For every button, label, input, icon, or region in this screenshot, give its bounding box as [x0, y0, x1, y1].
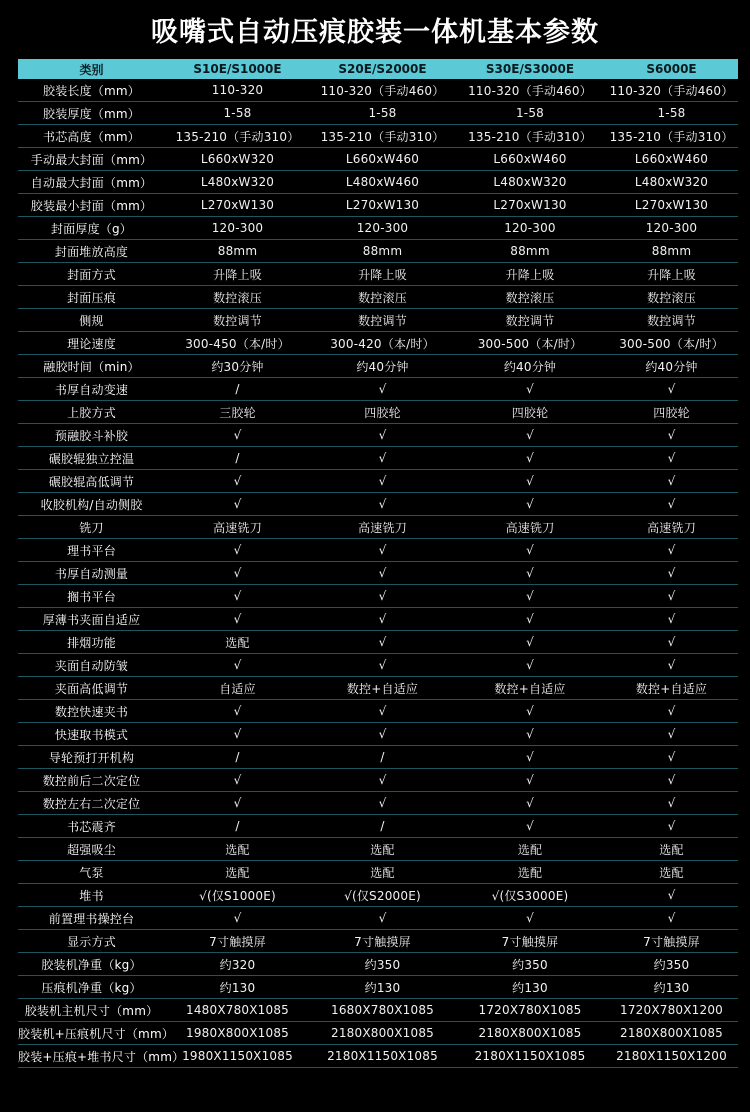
table-cell: √ — [455, 378, 605, 401]
table-cell: L480xW320 — [165, 171, 310, 194]
table-row — [18, 907, 738, 930]
row-label: 书厚自动变速 — [18, 378, 165, 401]
table-cell: 选配 — [165, 631, 310, 654]
table-cell: √(仅S3000E) — [455, 884, 605, 907]
row-label: 显示方式 — [18, 930, 165, 953]
table-cell: √ — [455, 654, 605, 677]
table-cell: L480xW320 — [455, 171, 605, 194]
table-cell: √ — [605, 654, 738, 677]
table-cell: 升降上吸 — [165, 263, 310, 286]
row-label: 理论速度 — [18, 332, 165, 355]
table-cell: 高速铣刀 — [310, 516, 455, 539]
table-cell: 选配 — [165, 861, 310, 884]
table-cell: L660xW460 — [605, 148, 738, 171]
table-cell: √ — [605, 585, 738, 608]
table-row — [18, 562, 738, 585]
table-row — [18, 999, 738, 1022]
table-cell: √ — [455, 769, 605, 792]
table-cell: √ — [455, 723, 605, 746]
table-cell: √ — [165, 723, 310, 746]
table-body — [18, 79, 738, 1068]
table-cell: 高速铣刀 — [455, 516, 605, 539]
table-cell: 88mm — [310, 240, 455, 263]
table-cell: 选配 — [165, 838, 310, 861]
header-row — [18, 59, 738, 79]
table-cell: 300-500（本/时） — [455, 332, 605, 355]
column-header-s30e: S30E/S3000E — [455, 59, 605, 79]
table-row — [18, 286, 738, 309]
table-cell: √ — [605, 815, 738, 838]
table-cell: 2180X1150X1200 — [605, 1045, 738, 1068]
table-cell: 约40分钟 — [310, 355, 455, 378]
table-row — [18, 355, 738, 378]
table-cell: 88mm — [455, 240, 605, 263]
table-cell: 2180X800X1085 — [605, 1022, 738, 1045]
table-cell: √ — [310, 493, 455, 516]
table-row — [18, 861, 738, 884]
table-cell: 120-300 — [455, 217, 605, 240]
table-cell: 选配 — [310, 861, 455, 884]
row-label: 自动最大封面（mm） — [18, 171, 165, 194]
table-cell: 110-320（手动460） — [310, 79, 455, 102]
table-row — [18, 516, 738, 539]
table-cell: 数控+自适应 — [605, 677, 738, 700]
table-cell: √ — [165, 907, 310, 930]
table-cell: 7寸触摸屏 — [165, 930, 310, 953]
table-row — [18, 378, 738, 401]
row-label: 上胶方式 — [18, 401, 165, 424]
table-cell: √ — [455, 585, 605, 608]
table-cell: 高速铣刀 — [165, 516, 310, 539]
table-cell: 约130 — [455, 976, 605, 999]
table-row — [18, 976, 738, 999]
table-cell: 135-210（手动310） — [455, 125, 605, 148]
table-row — [18, 102, 738, 125]
table-cell: √ — [310, 792, 455, 815]
row-label: 碾胶辊高低调节 — [18, 470, 165, 493]
table-cell: 110-320（手动460） — [455, 79, 605, 102]
table-row — [18, 700, 738, 723]
table-row — [18, 148, 738, 171]
table-row — [18, 953, 738, 976]
table-cell: √ — [310, 608, 455, 631]
table-cell: √ — [310, 424, 455, 447]
table-cell: √ — [455, 746, 605, 769]
column-header-s6000e: S6000E — [605, 59, 738, 79]
table-cell: √(仅S2000E) — [310, 884, 455, 907]
table-row — [18, 677, 738, 700]
table-cell: 升降上吸 — [605, 263, 738, 286]
table-row — [18, 930, 738, 953]
table-cell: L270xW130 — [455, 194, 605, 217]
table-cell: 数控调节 — [455, 309, 605, 332]
table-row — [18, 470, 738, 493]
row-label: 封面压痕 — [18, 286, 165, 309]
table-cell: 120-300 — [605, 217, 738, 240]
table-cell: √ — [605, 631, 738, 654]
table-row — [18, 585, 738, 608]
table-cell: 1720X780X1085 — [455, 999, 605, 1022]
row-label: 书芯高度（mm） — [18, 125, 165, 148]
table-cell: √ — [455, 424, 605, 447]
table-cell: 1-58 — [310, 102, 455, 125]
table-cell: 数控滚压 — [605, 286, 738, 309]
table-cell: 约130 — [605, 976, 738, 999]
table-cell: 7寸触摸屏 — [605, 930, 738, 953]
table-cell: √ — [310, 700, 455, 723]
table-cell: 约320 — [165, 953, 310, 976]
table-cell: √ — [310, 654, 455, 677]
row-label: 封面厚度（g） — [18, 217, 165, 240]
table-cell: 约350 — [455, 953, 605, 976]
table-cell: √ — [605, 562, 738, 585]
table-cell: L480xW320 — [605, 171, 738, 194]
row-label: 书芯震齐 — [18, 815, 165, 838]
table-row — [18, 240, 738, 263]
table-cell: L480xW460 — [310, 171, 455, 194]
row-label: 数控前后二次定位 — [18, 769, 165, 792]
row-label: 气泵 — [18, 861, 165, 884]
table-cell: √ — [310, 562, 455, 585]
table-cell: √ — [605, 608, 738, 631]
table-cell: 2180X800X1085 — [455, 1022, 605, 1045]
table-cell: 三胶轮 — [165, 401, 310, 424]
table-cell: √ — [605, 792, 738, 815]
table-cell: √ — [310, 723, 455, 746]
table-cell: √ — [310, 539, 455, 562]
table-cell: 数控调节 — [310, 309, 455, 332]
table-cell: √ — [455, 815, 605, 838]
table-cell: 300-420（本/时） — [310, 332, 455, 355]
table-row — [18, 79, 738, 102]
column-header-s20e: S20E/S2000E — [310, 59, 455, 79]
table-cell: √(仅S1000E) — [165, 884, 310, 907]
table-row — [18, 769, 738, 792]
table-row — [18, 654, 738, 677]
table-cell: 自适应 — [165, 677, 310, 700]
table-row — [18, 171, 738, 194]
table-cell: √ — [165, 470, 310, 493]
column-header-category: 类别 — [18, 59, 165, 79]
table-row — [18, 217, 738, 240]
row-label: 数控左右二次定位 — [18, 792, 165, 815]
table-cell: 1-58 — [605, 102, 738, 125]
table-cell: 选配 — [455, 861, 605, 884]
table-row — [18, 631, 738, 654]
table-row — [18, 539, 738, 562]
table-row — [18, 723, 738, 746]
table-cell: √ — [605, 378, 738, 401]
table-cell: L270xW130 — [310, 194, 455, 217]
table-cell: 110-320 — [165, 79, 310, 102]
table-cell: √ — [455, 539, 605, 562]
table-cell: √ — [165, 769, 310, 792]
table-cell: 四胶轮 — [310, 401, 455, 424]
table-row — [18, 884, 738, 907]
table-cell: 135-210（手动310） — [605, 125, 738, 148]
row-label: 厚薄书夹面自适应 — [18, 608, 165, 631]
table-cell: L660xW320 — [165, 148, 310, 171]
table-cell: √ — [165, 608, 310, 631]
row-label: 堆书 — [18, 884, 165, 907]
table-cell: √ — [605, 746, 738, 769]
table-cell: 135-210（手动310） — [165, 125, 310, 148]
table-cell: √ — [455, 470, 605, 493]
table-cell: 约30分钟 — [165, 355, 310, 378]
table-cell: √ — [605, 769, 738, 792]
table-cell: L270xW130 — [605, 194, 738, 217]
table-cell: 选配 — [605, 838, 738, 861]
table-row — [18, 838, 738, 861]
table-cell: 约130 — [310, 976, 455, 999]
table-row — [18, 194, 738, 217]
table-cell: √ — [455, 792, 605, 815]
table-cell: √ — [605, 884, 738, 907]
table-cell: 数控滚压 — [455, 286, 605, 309]
table-cell: 7寸触摸屏 — [455, 930, 605, 953]
table-cell: 四胶轮 — [455, 401, 605, 424]
table-cell: 2180X1150X1085 — [455, 1045, 605, 1068]
table-row — [18, 608, 738, 631]
table-cell: 约130 — [165, 976, 310, 999]
table-cell: 数控调节 — [165, 309, 310, 332]
row-label: 胶装长度（mm） — [18, 79, 165, 102]
table-cell: √ — [605, 447, 738, 470]
column-header-s10e: S10E/S1000E — [165, 59, 310, 79]
table-cell: 1980X800X1085 — [165, 1022, 310, 1045]
table-cell: 约40分钟 — [455, 355, 605, 378]
row-label: 书厚自动测量 — [18, 562, 165, 585]
table-cell: 120-300 — [165, 217, 310, 240]
row-label: 封面方式 — [18, 263, 165, 286]
table-cell: √ — [310, 378, 455, 401]
table-cell: / — [165, 746, 310, 769]
row-label: 前置理书操控台 — [18, 907, 165, 930]
table-cell: √ — [605, 424, 738, 447]
table-cell: L660xW460 — [310, 148, 455, 171]
table-cell: √ — [605, 723, 738, 746]
row-label: 数控快速夹书 — [18, 700, 165, 723]
row-label: 铣刀 — [18, 516, 165, 539]
row-label: 搁书平台 — [18, 585, 165, 608]
row-label: 胶装厚度（mm） — [18, 102, 165, 125]
table-cell: 120-300 — [310, 217, 455, 240]
table-cell: 1680X780X1085 — [310, 999, 455, 1022]
table-cell: 300-450（本/时） — [165, 332, 310, 355]
table-cell: 数控滚压 — [165, 286, 310, 309]
table-cell: 选配 — [310, 838, 455, 861]
table-cell: 四胶轮 — [605, 401, 738, 424]
table-cell: / — [165, 447, 310, 470]
table-cell: / — [310, 815, 455, 838]
row-label: 碾胶辊独立控温 — [18, 447, 165, 470]
row-label: 压痕机净重（kg） — [18, 976, 165, 999]
table-cell: √ — [165, 562, 310, 585]
row-label: 胶装机主机尺寸（mm） — [18, 999, 165, 1022]
table-cell: 选配 — [455, 838, 605, 861]
table-cell: √ — [165, 700, 310, 723]
table-cell: √ — [165, 493, 310, 516]
table-cell: 1980X1150X1085 — [165, 1045, 310, 1068]
table-row — [18, 1045, 738, 1068]
table-cell: 约40分钟 — [605, 355, 738, 378]
row-label: 胶装+压痕+堆书尺寸（mm） — [18, 1045, 165, 1068]
table-cell: √ — [605, 470, 738, 493]
table-header — [18, 59, 738, 79]
table-cell: 约350 — [605, 953, 738, 976]
row-label: 手动最大封面（mm） — [18, 148, 165, 171]
table-cell: 数控调节 — [605, 309, 738, 332]
table-cell: 选配 — [605, 861, 738, 884]
table-row — [18, 493, 738, 516]
table-cell: √ — [455, 907, 605, 930]
row-label: 理书平台 — [18, 539, 165, 562]
row-label: 胶装机净重（kg） — [18, 953, 165, 976]
table-cell: 1-58 — [165, 102, 310, 125]
table-cell: √ — [165, 539, 310, 562]
table-cell: / — [165, 378, 310, 401]
table-row — [18, 424, 738, 447]
table-cell: 数控+自适应 — [455, 677, 605, 700]
row-label: 预融胶斗补胶 — [18, 424, 165, 447]
table-cell: √ — [310, 470, 455, 493]
table-row — [18, 447, 738, 470]
table-row — [18, 263, 738, 286]
row-label: 夹面自动防皱 — [18, 654, 165, 677]
row-label: 融胶时间（min） — [18, 355, 165, 378]
table-cell: L660xW460 — [455, 148, 605, 171]
table-cell: √ — [310, 907, 455, 930]
table-row — [18, 746, 738, 769]
table-cell: √ — [310, 447, 455, 470]
table-cell: √ — [455, 608, 605, 631]
table-row — [18, 401, 738, 424]
table-cell: 88mm — [605, 240, 738, 263]
table-row — [18, 309, 738, 332]
table-cell: / — [165, 815, 310, 838]
table-cell: 88mm — [165, 240, 310, 263]
table-cell: √ — [605, 539, 738, 562]
table-row — [18, 1022, 738, 1045]
table-cell: 2180X1150X1085 — [310, 1045, 455, 1068]
spec-table — [18, 59, 738, 1068]
table-cell: √ — [455, 631, 605, 654]
table-cell: √ — [165, 792, 310, 815]
table-cell: 1480X780X1085 — [165, 999, 310, 1022]
table-cell: 升降上吸 — [455, 263, 605, 286]
table-cell: 高速铣刀 — [605, 516, 738, 539]
table-cell: 升降上吸 — [310, 263, 455, 286]
table-cell: √ — [455, 562, 605, 585]
table-cell: 1720X780X1200 — [605, 999, 738, 1022]
table-cell: √ — [165, 654, 310, 677]
table-cell: √ — [165, 424, 310, 447]
row-label: 快速取书模式 — [18, 723, 165, 746]
table-cell: 110-320（手动460） — [605, 79, 738, 102]
table-cell: 7寸触摸屏 — [310, 930, 455, 953]
row-label: 导轮预打开机构 — [18, 746, 165, 769]
row-label: 收胶机构/自动侧胶 — [18, 493, 165, 516]
table-cell: √ — [165, 585, 310, 608]
table-cell: L270xW130 — [165, 194, 310, 217]
table-row — [18, 815, 738, 838]
row-label: 超强吸尘 — [18, 838, 165, 861]
table-cell: 2180X800X1085 — [310, 1022, 455, 1045]
table-cell: 约350 — [310, 953, 455, 976]
table-cell: √ — [455, 493, 605, 516]
table-row — [18, 792, 738, 815]
table-row — [18, 125, 738, 148]
table-cell: √ — [455, 447, 605, 470]
table-cell: 1-58 — [455, 102, 605, 125]
table-row — [18, 332, 738, 355]
table-cell: 数控+自适应 — [310, 677, 455, 700]
table-cell: √ — [605, 700, 738, 723]
table-cell: 数控滚压 — [310, 286, 455, 309]
table-cell: / — [310, 746, 455, 769]
table-cell: √ — [605, 493, 738, 516]
table-cell: √ — [310, 769, 455, 792]
table-cell: √ — [455, 700, 605, 723]
row-label: 胶装机+压痕机尺寸（mm） — [18, 1022, 165, 1045]
row-label: 排烟功能 — [18, 631, 165, 654]
table-cell: √ — [310, 631, 455, 654]
row-label: 封面堆放高度 — [18, 240, 165, 263]
row-label: 侧规 — [18, 309, 165, 332]
row-label: 胶装最小封面（mm） — [18, 194, 165, 217]
table-cell: 135-210（手动310） — [310, 125, 455, 148]
table-cell: 300-500（本/时） — [605, 332, 738, 355]
table-cell: √ — [310, 585, 455, 608]
page-title: 吸嘴式自动压痕胶装一体机基本参数 — [151, 17, 599, 48]
row-label: 夹面高低调节 — [18, 677, 165, 700]
table-cell: √ — [605, 907, 738, 930]
